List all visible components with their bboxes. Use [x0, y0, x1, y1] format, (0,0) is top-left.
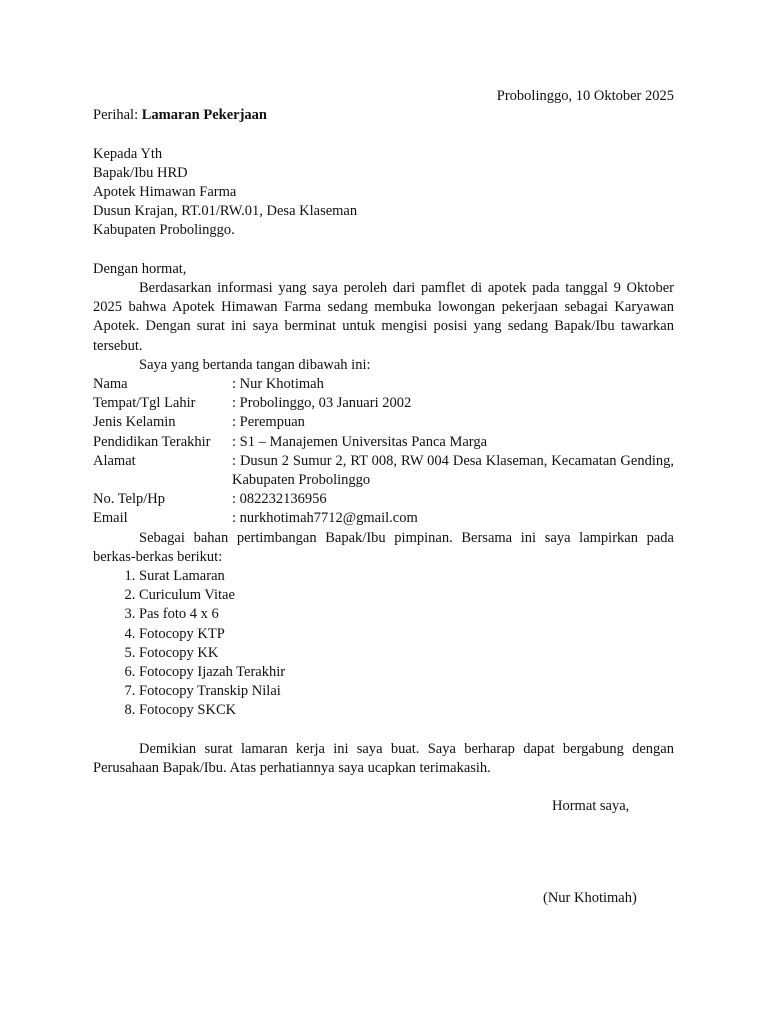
- detail-row: [93, 452, 674, 490]
- signature-name: (Nur Khotimah): [543, 889, 637, 906]
- list-item: 4. Fotocopy KTP: [139, 625, 674, 644]
- recipient-line: Apotek Himawan Farma: [93, 184, 237, 200]
- detail-value: : Dusun 2 Sumur 2, RT 008, RW 004 Desa Klaseman, Kecamatan Gending, Kabupaten Probolinggo: [232, 452, 674, 489]
- letter-body: [93, 87, 674, 908]
- attachment-paragraph: Sebagai bahan pertimbangan Bapak/Ibu pimpinan. Bersama ini saya lampirkan pada berkas-berkas berikut:: [93, 529, 674, 565]
- detail-value: : 082232136956: [232, 491, 327, 508]
- subject-line: [93, 106, 674, 125]
- detail-label: Alamat: [93, 452, 136, 469]
- list-item: 2. Curiculum Vitae: [139, 586, 674, 605]
- recipient-line: Bapak/Ibu HRD: [93, 164, 188, 181]
- detail-row: [93, 413, 674, 432]
- detail-row: [93, 375, 674, 394]
- subject-label: Perihal:: [93, 107, 142, 124]
- spacer: [93, 778, 674, 797]
- recipient-line: Dusun Krajan, RT.01/RW.01, Desa Klaseman: [93, 203, 358, 220]
- recipient-line: Kabupaten Probolinggo.: [93, 222, 235, 239]
- list-item: 8. Fotocopy SKCK: [139, 701, 674, 720]
- list-item: 7. Fotocopy Transkip Nilai: [139, 682, 674, 701]
- list-item: 6. Fotocopy Ijazah Terakhir: [139, 663, 674, 682]
- attachment-list: [93, 567, 674, 721]
- recipient-line: Kepada Yth: [93, 145, 163, 162]
- list-item: 1. Surat Lamaran: [139, 567, 674, 586]
- detail-row: [93, 433, 674, 452]
- detail-row: [93, 509, 674, 528]
- detail-label: Jenis Kelamin: [93, 414, 176, 431]
- recipient-block: [93, 145, 674, 241]
- detail-value: : Probolinggo, 03 Januari 2002: [232, 395, 412, 412]
- list-item: 5. Fotocopy KK: [139, 644, 674, 663]
- closing-salutation: Hormat saya,: [552, 798, 630, 815]
- detail-label: No. Telp/Hp: [93, 491, 166, 508]
- detail-label: Email: [93, 510, 128, 527]
- place-date: Probolinggo, 10 Oktober 2025: [496, 88, 674, 104]
- list-item: 3. Pas foto 4 x 6: [139, 605, 674, 624]
- signature-space: [93, 817, 674, 889]
- spacer: [93, 241, 674, 260]
- detail-row: [93, 394, 674, 413]
- detail-value: : nurkhotimah7712@gmail.com: [232, 510, 418, 527]
- subject-text: Lamaran Pekerjaan: [141, 107, 267, 124]
- detail-value: : S1 – Manajemen Universitas Panca Marga: [232, 433, 488, 450]
- detail-label: Pendidikan Terakhir: [93, 433, 211, 450]
- greeting: Dengan hormat,: [93, 260, 187, 277]
- detail-label: Tempat/Tgl Lahir: [93, 395, 196, 412]
- closing-paragraph: Demikian surat lamaran kerja ini saya buat. Saya berharap dapat bergabung dengan Perusahaan Bapak/Ibu. Atas perhatiannya saya ucapkan terimakasih.: [93, 740, 674, 777]
- intro-paragraph: Berdasarkan informasi yang saya peroleh dari pamflet di apotek pada tanggal 9 Oktober 2025 bahwa Apotek Himawan Farma sedang membuka lowongan pekerjaan sebagai Karyawan Apotek. Dengan surat ini saya berminat untuk mengisi posisi yang sedang Bapak/Ibu tawarkan tersebut.: [93, 280, 674, 354]
- detail-row: [93, 490, 674, 509]
- spacer: [93, 125, 674, 144]
- applicant-details: [93, 375, 674, 529]
- self-intro-paragraph: Saya yang bertanda tangan dibawah ini:: [139, 356, 371, 373]
- spacer: [93, 721, 674, 740]
- detail-value: : Nur Khotimah: [232, 376, 324, 393]
- detail-label: Nama: [93, 376, 128, 393]
- detail-value: : Perempuan: [232, 414, 305, 431]
